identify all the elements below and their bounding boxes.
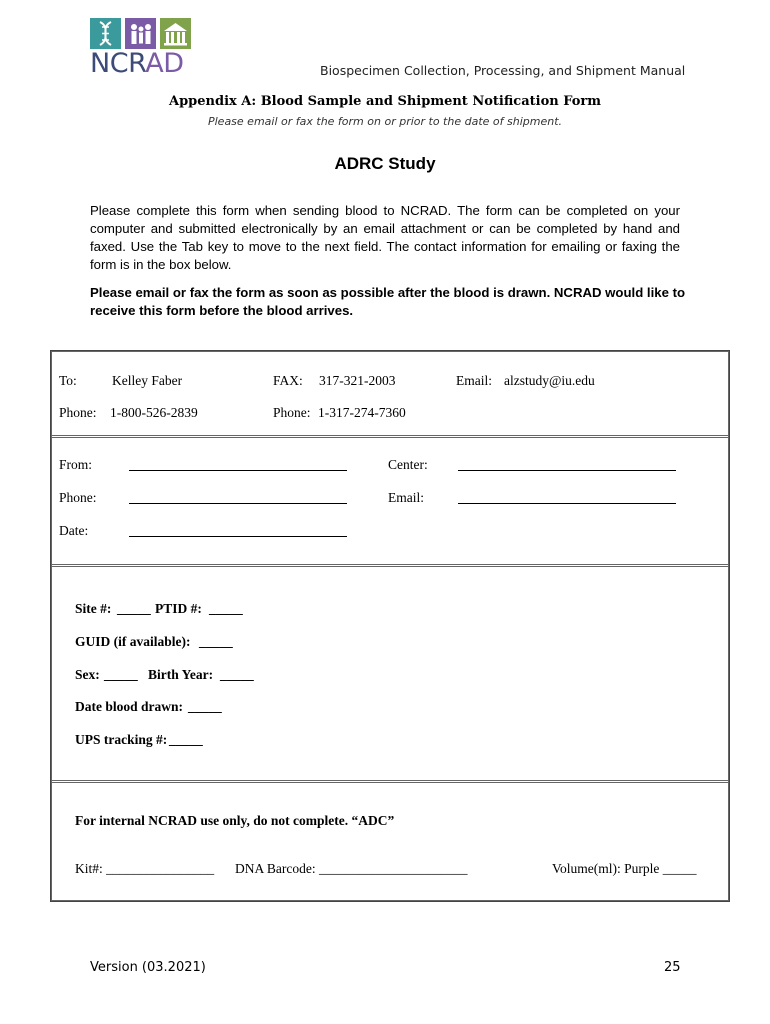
dna-barcode-field: DNA Barcode: ______________________ (235, 861, 468, 876)
sex-field[interactable]: _____ (104, 667, 138, 682)
dna-icon (90, 18, 121, 49)
section-divider (51, 780, 729, 783)
date-field[interactable] (129, 536, 347, 537)
page-number: 25 (664, 960, 681, 975)
date-drawn-field[interactable]: _____ (188, 699, 222, 714)
manual-title: Biospecimen Collection, Processing, and Shipment Manual (320, 63, 686, 78)
sender-email-label: Email: (388, 490, 424, 505)
section-divider (51, 564, 729, 567)
guid-label: GUID (if available): (75, 634, 191, 649)
date-label: Date: (59, 523, 89, 538)
from-label: From: (59, 457, 93, 472)
to-label: To: (59, 373, 77, 388)
phone2-value: 1-317-274-7360 (318, 405, 406, 420)
birth-year-label: Birth Year: (148, 667, 214, 682)
to-value: Kelley Faber (112, 373, 183, 388)
ptid-field[interactable]: _____ (209, 601, 243, 616)
fax-label: FAX: (273, 373, 303, 388)
ptid-label: PTID #: (155, 601, 202, 616)
volume-field: Volume(ml): Purple _____ (552, 861, 697, 876)
sex-label: Sex: (75, 667, 100, 682)
intro-bold-note: Please email or fax the form as soon as possible after the blood is drawn. NCRAD would like to receive this form before the blood arrives. (90, 285, 686, 318)
site-field[interactable]: _____ (117, 601, 151, 616)
appendix-title: Appendix A: Blood Sample and Shipment Notification Form (168, 94, 602, 109)
date-drawn-label: Date blood drawn: (75, 699, 184, 714)
phone-label: Phone: (59, 405, 97, 420)
fax-value: 317-321-2003 (319, 373, 396, 388)
version-label: Version (03.2021) (90, 960, 206, 975)
phone2-label: Phone: (273, 405, 311, 420)
building-icon (160, 18, 191, 49)
guid-field[interactable]: _____ (199, 634, 233, 649)
kit-field: Kit#: ________________ (75, 861, 215, 876)
appendix-subtitle: Please email or fax the form on or prior to the date of shipment. (207, 115, 563, 128)
study-title: ADRC Study (334, 154, 436, 173)
internal-note: For internal NCRAD use only, do not complete. “ADC” (75, 813, 395, 828)
birth-year-field[interactable]: _____ (220, 667, 254, 682)
ups-label: UPS tracking #: (75, 732, 168, 747)
notification-form (50, 350, 730, 902)
email-value: alzstudy@iu.edu (504, 373, 595, 388)
phone-value: 1-800-526-2839 (110, 405, 198, 420)
from-field[interactable] (129, 470, 347, 471)
sender-phone-field[interactable] (129, 503, 347, 504)
family-icon (125, 18, 156, 49)
intro-paragraph: Please complete this form when sending blood to NCRAD. The form can be completed on your computer and submitted electronically by an email attachment or can be completed by hand and faxed. Use the Tab key to move to the next field. The contact information for emailing or faxing the form is in the box below. (90, 203, 680, 272)
section-divider (51, 435, 729, 438)
site-label: Site #: (75, 601, 112, 616)
sender-phone-label: Phone: (59, 490, 97, 505)
email-label: Email: (456, 373, 492, 388)
center-field[interactable] (458, 470, 676, 471)
logo-wordmark: NCRAD (90, 48, 184, 79)
ncrad-logo (90, 18, 192, 80)
sender-email-field[interactable] (458, 503, 676, 504)
center-label: Center: (388, 457, 428, 472)
ups-field[interactable]: _____ (169, 732, 203, 747)
